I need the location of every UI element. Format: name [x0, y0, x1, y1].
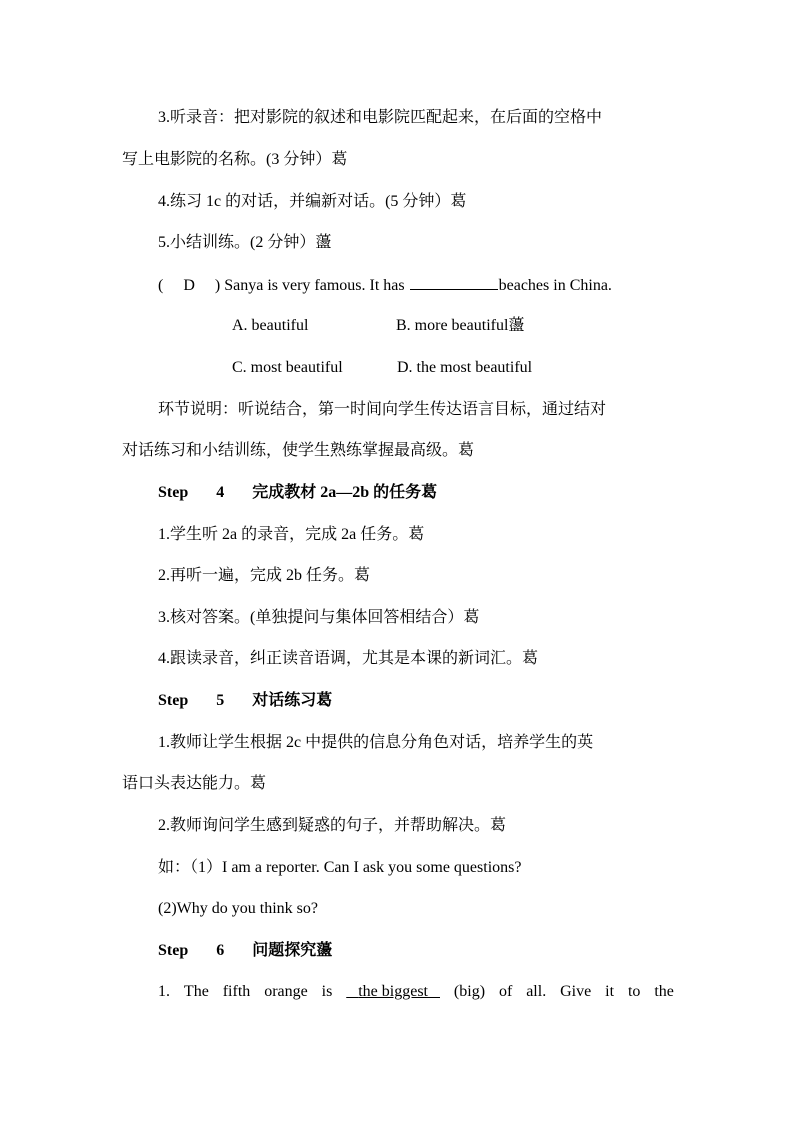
step6-item1 [158, 982, 674, 1002]
step4-item2: 2.再听一遍，完成 2b 任务。葛 [158, 567, 371, 584]
step5-label: Step [158, 692, 189, 709]
step6-word: fifth [222, 983, 251, 1000]
step5-item2: 2.教师询问学生感到疑惑的句子，并帮助解决。葛 [158, 817, 507, 834]
instruction-5: 5.小结训练。(2 分钟）蘯 [158, 234, 332, 251]
step6-word: all. [526, 983, 547, 1000]
step5-example2: (2)Why do you think so? [158, 900, 318, 917]
step6-word: to [627, 983, 641, 1000]
question-answer: D [183, 277, 195, 294]
instruction-3-line1: 3.听录音：把对影院的叙述和电影院匹配起来，在后面的空格中 [158, 109, 603, 126]
question-line [158, 275, 714, 296]
step4-item1: 1.学生听 2a 的录音，完成 2a 任务。葛 [158, 526, 425, 543]
step5-item1-line2: 语口头表达能力。葛 [122, 775, 267, 792]
step4-label: Step [158, 484, 189, 501]
option-b: B. more beautiful蘯 [396, 317, 525, 334]
step6-heading [158, 941, 714, 961]
question-stem: ) Sanya is very famous. It has [214, 277, 405, 294]
step5-heading [158, 691, 714, 711]
step6-word: it [605, 983, 615, 1000]
step6-number: 6 [216, 942, 225, 959]
step5-example1: 如：（1）I am a reporter. Can I ask you some questions? [158, 859, 522, 876]
step4-item3: 3.核对答案。(单独提问与集体回答相结合）葛 [158, 609, 480, 626]
option-d: D. the most beautiful [397, 359, 533, 376]
step6-word: is [321, 983, 333, 1000]
step4-title: 完成教材 2a—2b 的任务葛 [252, 484, 438, 501]
step6-title: 问题探究蘯 [252, 942, 333, 959]
step6-word: the [654, 983, 674, 1000]
question-tail: beaches in China. [498, 277, 612, 294]
step6-word: 1. [158, 983, 170, 1000]
step4-heading [158, 483, 714, 503]
step4-number: 4 [216, 484, 225, 501]
step5-item1-line1: 1.教师让学生根据 2c 中提供的信息分角色对话，培养学生的英 [158, 734, 594, 751]
step6-word: of [498, 983, 513, 1000]
option-a: A. beautiful [232, 317, 309, 334]
step6-word: (big) [453, 983, 486, 1000]
step4-item4: 4.跟读录音，纠正读音语调，尤其是本课的新词汇。葛 [158, 650, 539, 667]
section-note-line2: 对话练习和小结训练，使学生熟练掌握最高级。葛 [122, 442, 475, 459]
step5-title: 对话练习葛 [252, 692, 333, 709]
option-c: C. most beautiful [232, 359, 343, 376]
section-note-line1: 环节说明：听说结合，第一时间向学生传达语言目标，通过结对 [158, 401, 607, 418]
question-blank [410, 275, 498, 290]
instruction-3-line2: 写上电影院的名称。(3 分钟）葛 [122, 151, 348, 168]
step6-answer: the biggest [358, 983, 428, 1000]
step5-number: 5 [216, 692, 225, 709]
step6-label: Step [158, 942, 189, 959]
step6-word: The [183, 983, 209, 1000]
step6-word: Give [560, 983, 592, 1000]
instruction-4: 4.练习 1c 的对话，并编新对话。(5 分钟）葛 [158, 193, 467, 210]
question-open-paren: ( [158, 277, 164, 294]
step6-word: orange [264, 983, 308, 1000]
